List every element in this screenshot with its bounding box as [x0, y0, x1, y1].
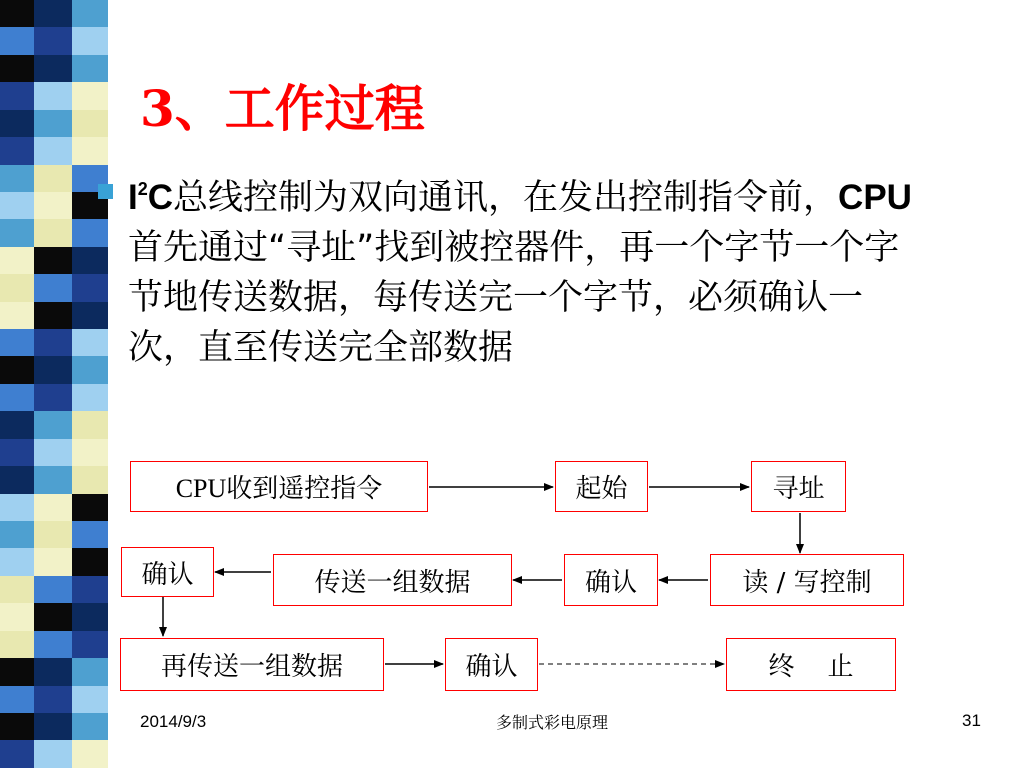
flow-box-ack-2: 确认	[564, 554, 658, 606]
body-cpu: CPU	[838, 178, 912, 217]
body-superscript: 2	[137, 179, 148, 199]
flow-box-cpu-receive: CPU收到遥控指令	[130, 461, 428, 512]
flow-box-start: 起始	[555, 461, 648, 512]
flow-box-stop: 终 止	[726, 638, 896, 691]
flow-box-send-group-2: 再传送一组数据	[120, 638, 384, 691]
body-text-part-2: 首先通过“寻址”找到被控器件，再一个字节一个字节地传送数据，每传送完一个字节，必须确认一次，直至传送完全部数据	[128, 228, 900, 368]
flow-box-ack-1: 确认	[121, 547, 214, 597]
slide-title: 3、工作过程	[140, 79, 425, 138]
body-i: I	[128, 178, 138, 217]
flow-box-rw-control: 读 / 写控制	[710, 554, 904, 606]
body-text-part-1: 总线控制为双向通讯，在发出控制指令前，	[173, 178, 839, 218]
flow-box-ack-3: 确认	[445, 638, 538, 691]
body-c: C	[147, 178, 174, 217]
footer-date: 2014/9/3	[140, 712, 207, 731]
flow-box-address: 寻址	[751, 461, 846, 512]
footer-page-number: 31	[962, 711, 981, 730]
flow-box-send-group-1: 传送一组数据	[273, 554, 512, 606]
footer-course: 多制式彩电原理	[496, 713, 609, 732]
